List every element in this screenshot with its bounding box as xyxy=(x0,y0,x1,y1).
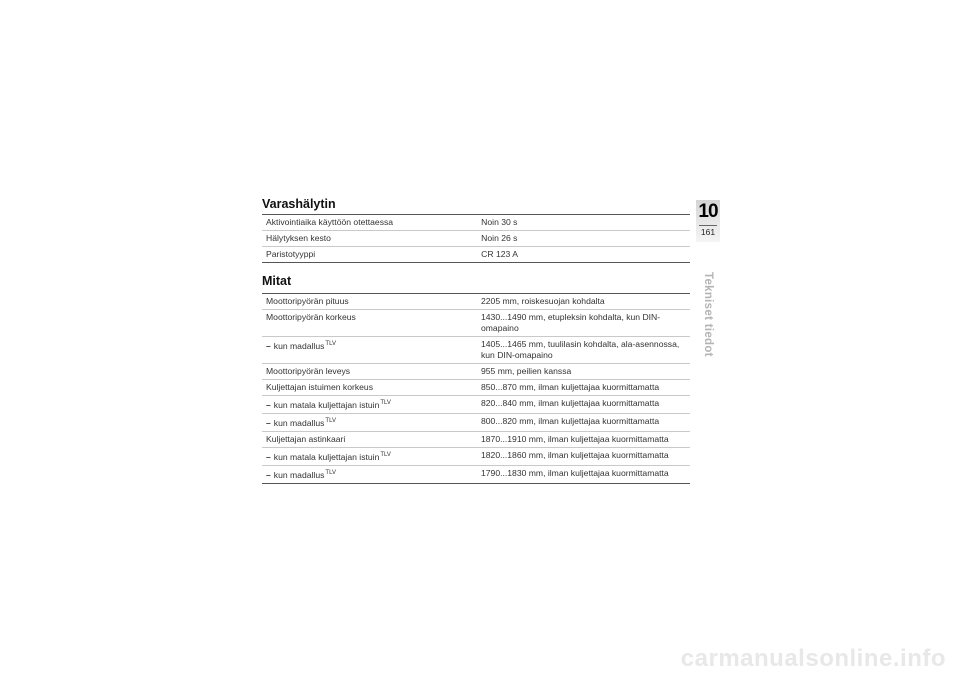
page-content xyxy=(262,196,690,484)
table-row xyxy=(262,396,690,414)
spec-label: Aktivointiaika käyttöön otettaessa xyxy=(266,217,394,227)
table-row xyxy=(262,364,690,380)
spec-label: Kuljettajan istuimen korkeus xyxy=(266,382,373,392)
table-row xyxy=(262,466,690,484)
spec-label: kun matala kuljettajan istuin xyxy=(273,452,380,462)
spec-label-cell xyxy=(262,364,477,380)
table-row xyxy=(262,448,690,466)
chapter-divider xyxy=(699,225,717,226)
spec-value: CR 123 A xyxy=(477,247,690,263)
spec-value: 2205 mm, roiskesuojan kohdalta xyxy=(477,294,690,310)
spec-label-cell xyxy=(262,380,477,396)
chapter-tab xyxy=(696,200,720,242)
chapter-number: 10 xyxy=(698,201,718,222)
spec-label-cell xyxy=(262,432,477,448)
dash-bullet: – xyxy=(266,452,271,462)
spec-value: 1430...1490 mm, etupleksin kohdalta, kun DIN-omapaino xyxy=(477,310,690,337)
dash-bullet: – xyxy=(266,400,271,410)
spec-label: Kuljettajan astinkaari xyxy=(266,434,346,444)
alarm-spec-table xyxy=(262,214,690,263)
spec-value: 1820...1860 mm, ilman kuljettajaa kuormittamatta xyxy=(477,448,690,466)
page-number: 161 xyxy=(700,227,716,237)
spec-value: 800...820 mm, ilman kuljettajaa kuormittamatta xyxy=(477,414,690,432)
spec-value: 955 mm, peilien kanssa xyxy=(477,364,690,380)
optional-accessory-marker: TLV xyxy=(325,418,336,424)
spec-value: 1405...1465 mm, tuulilasin kohdalta, ala-asennossa, kun DIN-omapaino xyxy=(477,337,690,364)
spec-value: Noin 30 s xyxy=(477,215,690,231)
spec-label: kun madallus xyxy=(273,470,325,480)
spec-label: Moottoripyörän korkeus xyxy=(266,312,356,322)
table-row xyxy=(262,294,690,310)
spec-label-cell xyxy=(262,337,477,364)
spec-label-cell xyxy=(262,231,477,247)
spec-label-cell xyxy=(262,294,477,310)
watermark: carmanualsonline.info xyxy=(680,645,946,672)
spec-label-cell xyxy=(262,215,477,231)
optional-accessory-marker: TLV xyxy=(325,341,336,347)
dimensions-spec-table xyxy=(262,293,690,484)
spec-value: Noin 26 s xyxy=(477,231,690,247)
table-row xyxy=(262,337,690,364)
spec-value: 820...840 mm, ilman kuljettajaa kuormittamatta xyxy=(477,396,690,414)
spec-label-cell xyxy=(262,414,477,432)
spec-label: kun madallus xyxy=(273,341,325,351)
table-row xyxy=(262,380,690,396)
spec-label-cell xyxy=(262,466,477,484)
table-row xyxy=(262,310,690,337)
optional-accessory-marker: TLV xyxy=(380,400,391,406)
dash-bullet: – xyxy=(266,418,271,428)
spec-label: Hälytyksen kesto xyxy=(266,233,331,243)
dash-bullet: – xyxy=(266,341,271,351)
spec-label-cell xyxy=(262,448,477,466)
section-title-dimensions: Mitat xyxy=(262,274,292,288)
spec-label: Moottoripyörän pituus xyxy=(266,296,349,306)
spec-value: 1790...1830 mm, ilman kuljettajaa kuormittamatta xyxy=(477,466,690,484)
optional-accessory-marker: TLV xyxy=(380,452,391,458)
dash-bullet: – xyxy=(266,470,271,480)
spec-value: 1870...1910 mm, ilman kuljettajaa kuormittamatta xyxy=(477,432,690,448)
optional-accessory-marker: TLV xyxy=(325,470,336,476)
chapter-side-label: Tekniset tiedot xyxy=(702,272,714,357)
table-row xyxy=(262,414,690,432)
spec-label-cell xyxy=(262,310,477,337)
spec-label: kun matala kuljettajan istuin xyxy=(273,400,380,410)
spec-value: 850...870 mm, ilman kuljettajaa kuormittamatta xyxy=(477,380,690,396)
table-row xyxy=(262,432,690,448)
spec-label-cell xyxy=(262,396,477,414)
table-row xyxy=(262,247,690,263)
section-title-alarm: Varashälytin xyxy=(262,197,336,211)
spec-label: Moottoripyörän leveys xyxy=(266,366,351,376)
spec-label: Paristotyyppi xyxy=(266,249,316,259)
table-row xyxy=(262,231,690,247)
spec-label: kun madallus xyxy=(273,418,325,428)
table-row xyxy=(262,215,690,231)
spec-label-cell xyxy=(262,247,477,263)
